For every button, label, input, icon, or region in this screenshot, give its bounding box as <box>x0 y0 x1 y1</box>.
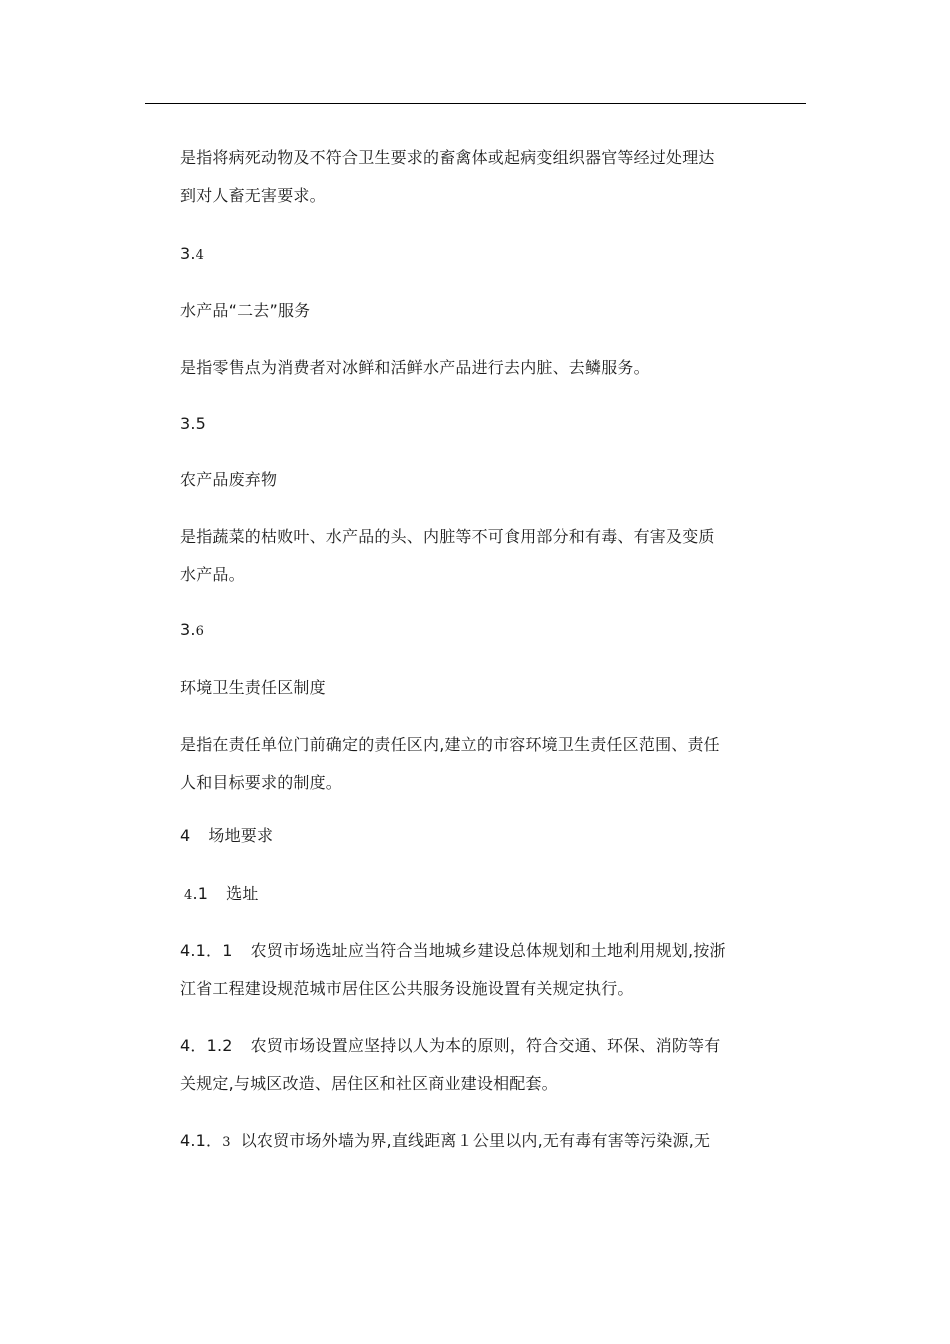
chapter-number: 4 <box>180 826 191 845</box>
subsection-heading <box>184 884 259 906</box>
clause-line <box>180 941 726 961</box>
paragraph-line: 是指将病死动物及不符合卫生要求的畜禽体或起病变组织器官等经过处理达 <box>180 148 715 167</box>
clause-text: 以农贸市场外墙为界,直线距离１公里以内,无有毒有害等污染源,无 <box>240 1131 711 1150</box>
clause-number: 4.1． <box>180 1131 223 1150</box>
clause-number-minor: 3 <box>222 1135 231 1150</box>
paragraph-line: 是指在责任单位门前确定的责任区内,建立的市容环境卫生责任区范围、责任 <box>180 735 720 754</box>
section-number-3-6 <box>180 620 204 642</box>
paragraph-line: 是指零售点为消费者对冰鲜和活鲜水产品进行去内脏、去鳞服务。 <box>180 358 650 377</box>
section-heading: 水产品“二去”服务 <box>180 301 311 320</box>
section-number-major: 3. <box>180 244 196 263</box>
section-number-minor: 4 <box>195 248 205 263</box>
paragraph-line: 是指蔬菜的枯败叶、水产品的头、内脏等不可食用部分和有毒、有害及变质 <box>180 527 715 546</box>
clause-text: 农贸市场设置应坚持以人为本的原则，符合交通、环保、消防等有 <box>250 1036 721 1055</box>
section-number-minor: 6 <box>195 624 205 639</box>
subsection-title: 选址 <box>226 884 259 903</box>
clause-number: 4．1.2 <box>180 1036 233 1055</box>
subsection-number-minor: .1 <box>192 884 209 903</box>
paragraph-line: 江省工程建设规范城市居住区公共服务设施设置有关规定执行。 <box>180 979 634 998</box>
clause-number: 4.1．1 <box>180 941 233 960</box>
chapter-title: 场地要求 <box>208 826 274 845</box>
section-number-3-4 <box>180 244 204 266</box>
paragraph-line: 人和目标要求的制度。 <box>180 773 343 792</box>
clause-text: 农贸市场选址应当符合当地城乡建设总体规划和土地利用规划,按浙 <box>250 941 726 960</box>
paragraph-line: 水产品。 <box>180 565 245 584</box>
clause-line <box>180 1131 710 1153</box>
paragraph-line: 关规定,与城区改造、居住区和社区商业建设相配套。 <box>180 1074 558 1093</box>
section-number-3-5: 3.5 <box>180 414 207 433</box>
section-heading: 环境卫生责任区制度 <box>180 678 326 697</box>
header-rule <box>145 103 806 104</box>
paragraph-line: 到对人畜无害要求。 <box>180 186 326 205</box>
section-heading: 农产品废弃物 <box>180 470 278 489</box>
chapter-heading <box>180 826 273 846</box>
subsection-number-major: 4 <box>184 888 193 903</box>
section-number-major: 3. <box>180 620 196 639</box>
clause-line <box>180 1036 720 1056</box>
